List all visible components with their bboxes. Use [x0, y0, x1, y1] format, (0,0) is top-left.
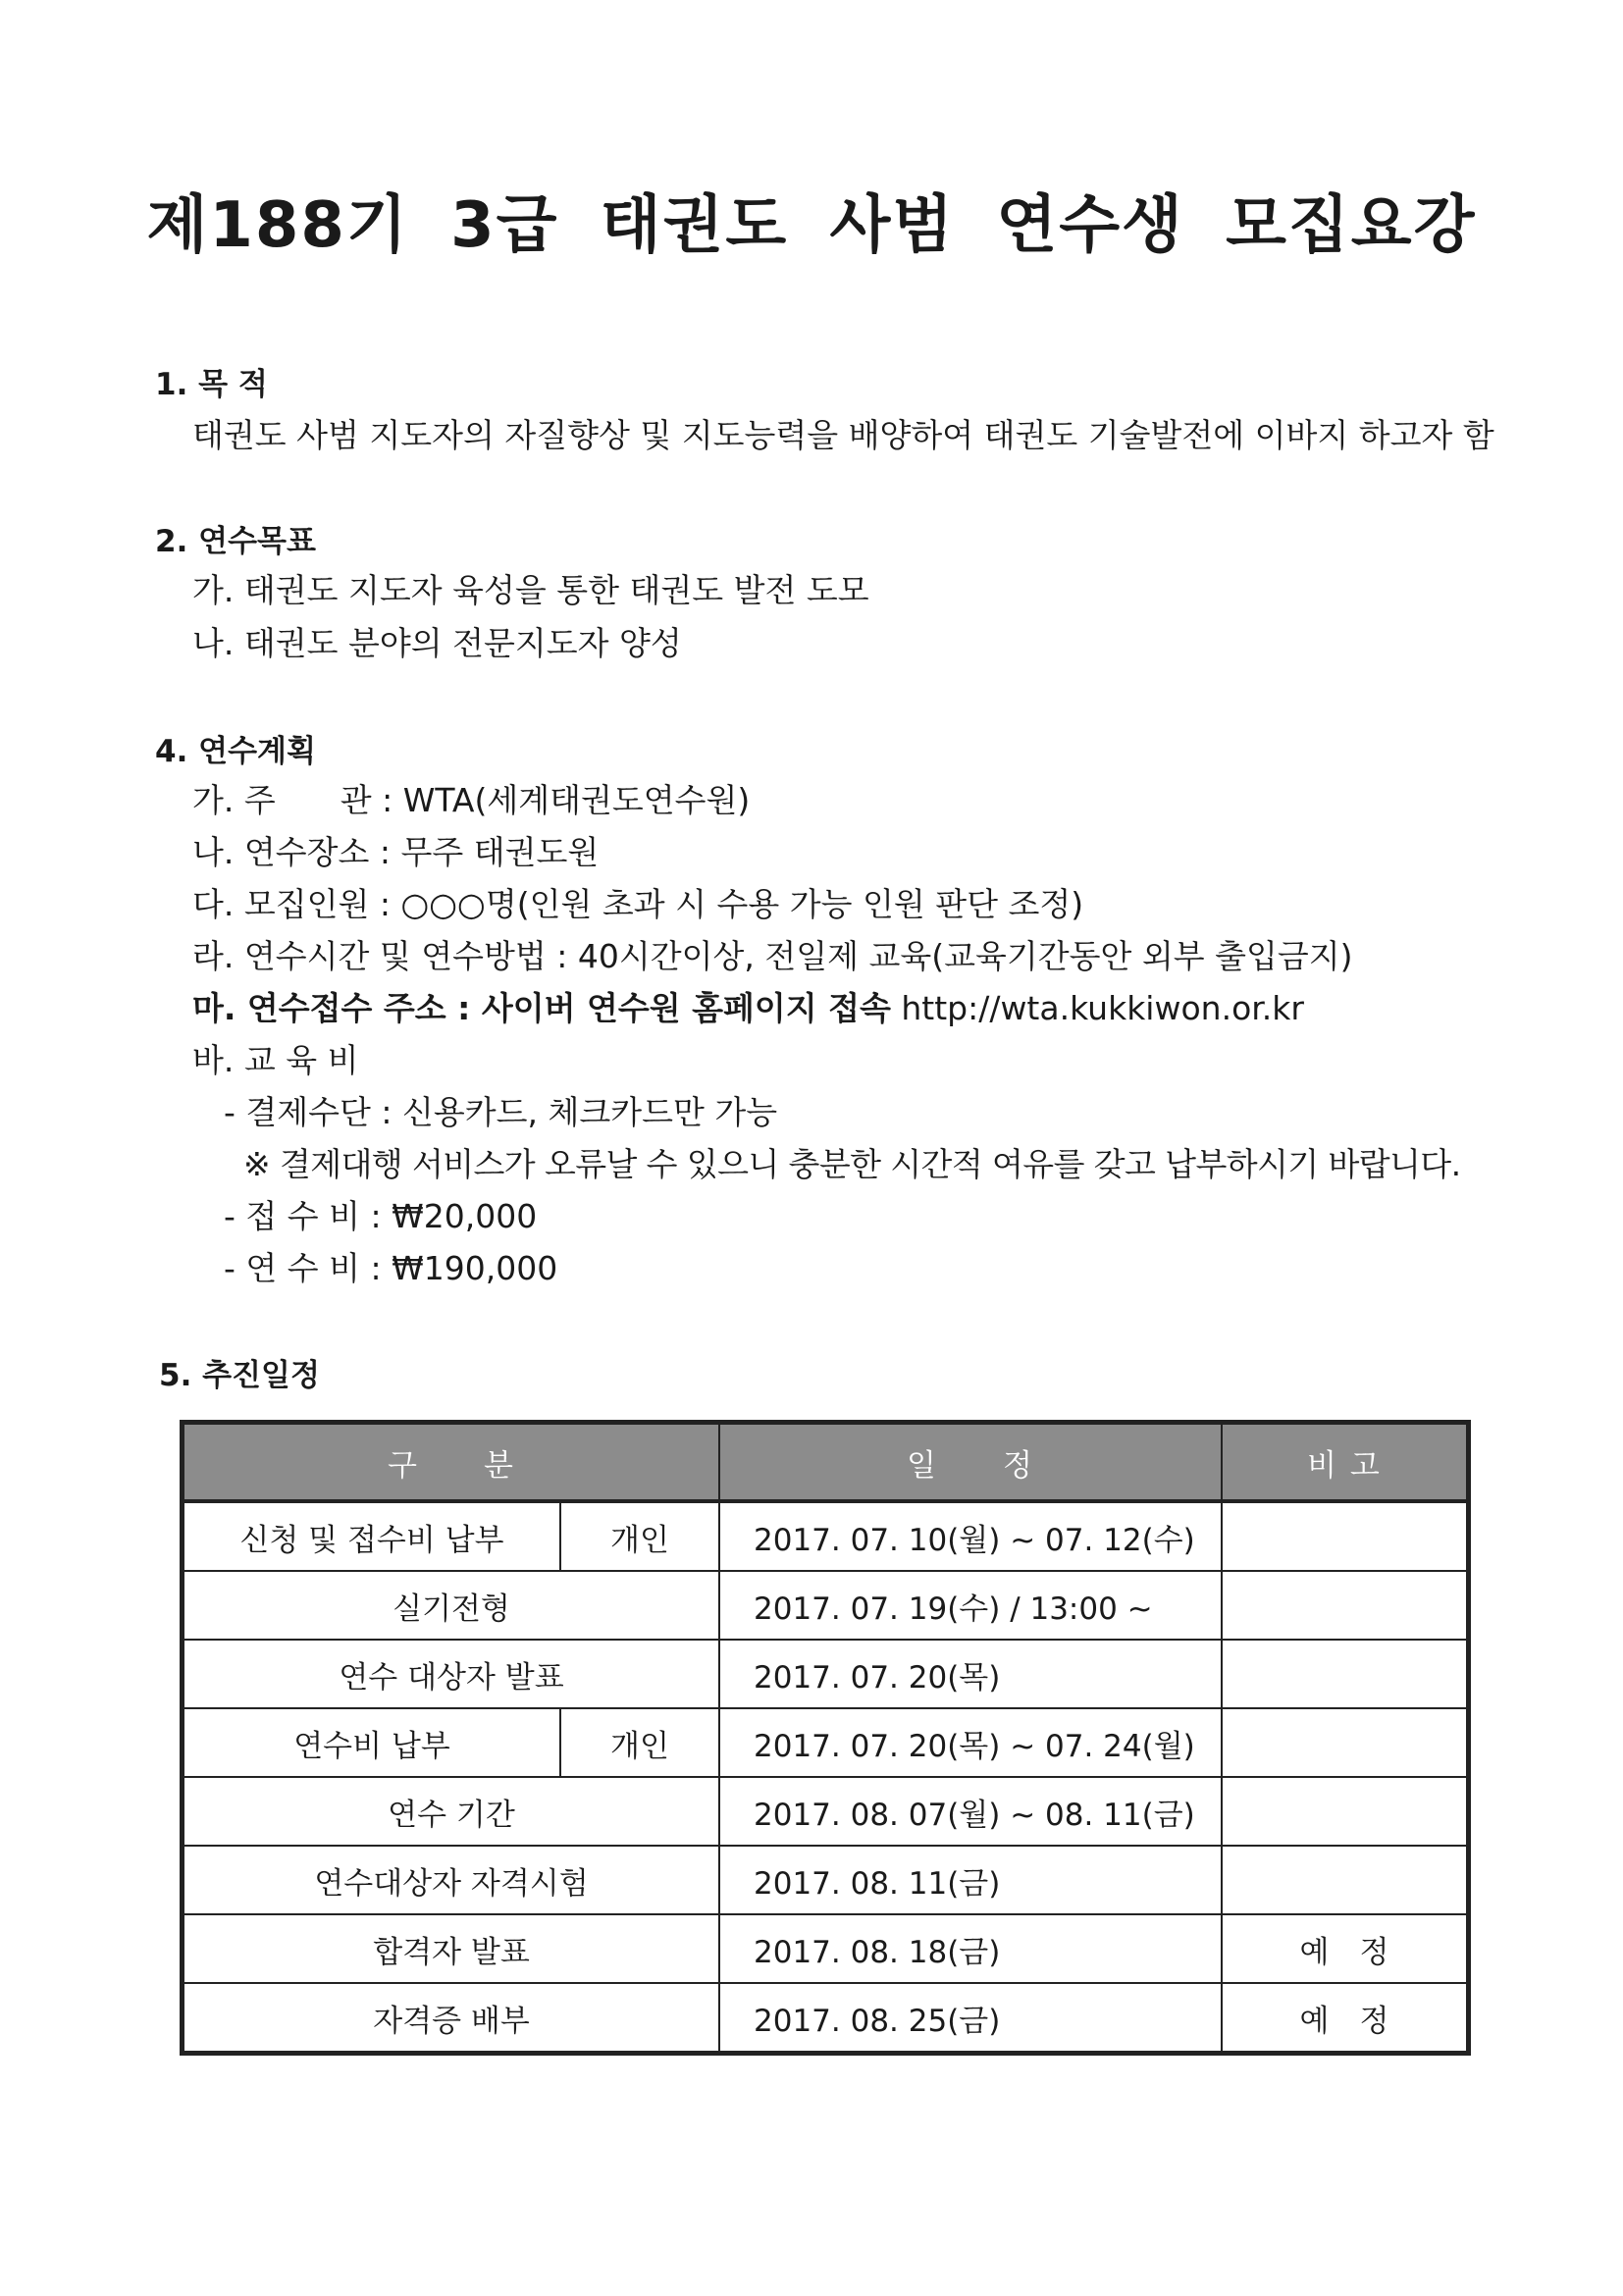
plan-capacity: 다. 모집인원 : ○○○명(인원 초과 시 수용 가능 인원 판단 조정) [192, 885, 1084, 923]
row-sub: 개인 [560, 1708, 719, 1777]
row-remarks [1222, 1640, 1467, 1708]
plan-hours: 라. 연수시간 및 연수방법 : 40시간이상, 전일제 교육(교육기간동안 외부 출입금지) [192, 937, 1353, 975]
row-remarks [1222, 1571, 1467, 1640]
plan-payment-note: ※ 결제대행 서비스가 오류날 수 있으니 충분한 시간적 여유를 갖고 납부하시기 바랍니다. [243, 1145, 1461, 1183]
row-category: 연수 대상자 발표 [183, 1640, 719, 1708]
row-remarks [1222, 1708, 1467, 1777]
table-row [183, 1846, 1467, 1914]
header-date: 일 정 [719, 1424, 1222, 1501]
row-date: 2017. 08. 18(금) [719, 1914, 1222, 1983]
row-category: 연수 기간 [183, 1777, 719, 1846]
plan-training-fee: - 연 수 비 : ₩190,000 [224, 1249, 558, 1287]
plan-venue: 나. 연수장소 : 무주 태권도원 [192, 833, 600, 871]
schedule-table [183, 1423, 1468, 2053]
row-category: 연수비 납부 [183, 1708, 560, 1777]
plan-apply [192, 983, 1304, 1029]
table-row [183, 1914, 1467, 1983]
row-date: 2017. 07. 19(수) / 13:00 ~ [719, 1571, 1222, 1640]
row-date: 2017. 08. 11(금) [719, 1846, 1222, 1914]
section-heading-plan: 4. 연수계획 [155, 734, 316, 769]
plan-fee-heading: 바. 교 육 비 [192, 1041, 359, 1079]
goal-item-2: 나. 태권도 분야의 전문지도자 양성 [192, 624, 682, 662]
plan-reception-fee: - 접 수 비 : ₩20,000 [224, 1197, 538, 1235]
section-heading-purpose: 1. 목 적 [155, 367, 268, 402]
schedule-header-row [183, 1424, 1467, 1501]
row-category: 실기전형 [183, 1571, 719, 1640]
plan-host: 가. 주 관 : WTA(세계태권도연수원) [192, 781, 751, 819]
row-date: 2017. 08. 25(금) [719, 1983, 1222, 2052]
row-date: 2017. 07. 10(월) ~ 07. 12(수) [719, 1501, 1222, 1571]
row-remarks [1222, 1777, 1467, 1846]
section-heading-schedule: 5. 추진일정 [159, 1358, 320, 1393]
row-remarks: 예 정 [1222, 1914, 1467, 1983]
header-remarks: 비 고 [1222, 1424, 1467, 1501]
row-date: 2017. 07. 20(목) ~ 07. 24(월) [719, 1708, 1222, 1777]
table-row [183, 1708, 1467, 1777]
row-sub: 개인 [560, 1501, 719, 1571]
row-category: 신청 및 접수비 납부 [183, 1501, 560, 1571]
table-row [183, 1501, 1467, 1571]
table-row [183, 1571, 1467, 1640]
document-title: 제188기 3급 태권도 사범 연수생 모집요강 [146, 189, 1477, 262]
purpose-text: 태권도 사범 지도자의 자질향상 및 지도능력을 배양하여 태권도 기술발전에 이바지 하고자 함 [192, 416, 1494, 454]
plan-apply-url[interactable]: http://wta.kukkiwon.or.kr [901, 989, 1304, 1027]
plan-payment-method: - 결제수단 : 신용카드, 체크카드만 가능 [224, 1093, 778, 1131]
section-heading-goals: 2. 연수목표 [155, 524, 316, 559]
row-category: 자격증 배부 [183, 1983, 719, 2052]
plan-apply-label: 마. 연수접수 주소 : 사이버 연수원 홈페이지 접속 [192, 989, 891, 1027]
header-category: 구 분 [183, 1424, 719, 1501]
row-date: 2017. 08. 07(월) ~ 08. 11(금) [719, 1777, 1222, 1846]
table-row [183, 1777, 1467, 1846]
row-date: 2017. 07. 20(목) [719, 1640, 1222, 1708]
goal-item-1: 가. 태권도 지도자 육성을 통한 태권도 발전 도모 [192, 571, 869, 609]
row-category: 연수대상자 자격시험 [183, 1846, 719, 1914]
row-remarks [1222, 1846, 1467, 1914]
row-remarks [1222, 1501, 1467, 1571]
row-category: 합격자 발표 [183, 1914, 719, 1983]
row-remarks: 예 정 [1222, 1983, 1467, 2052]
table-row [183, 1983, 1467, 2052]
table-row [183, 1640, 1467, 1708]
